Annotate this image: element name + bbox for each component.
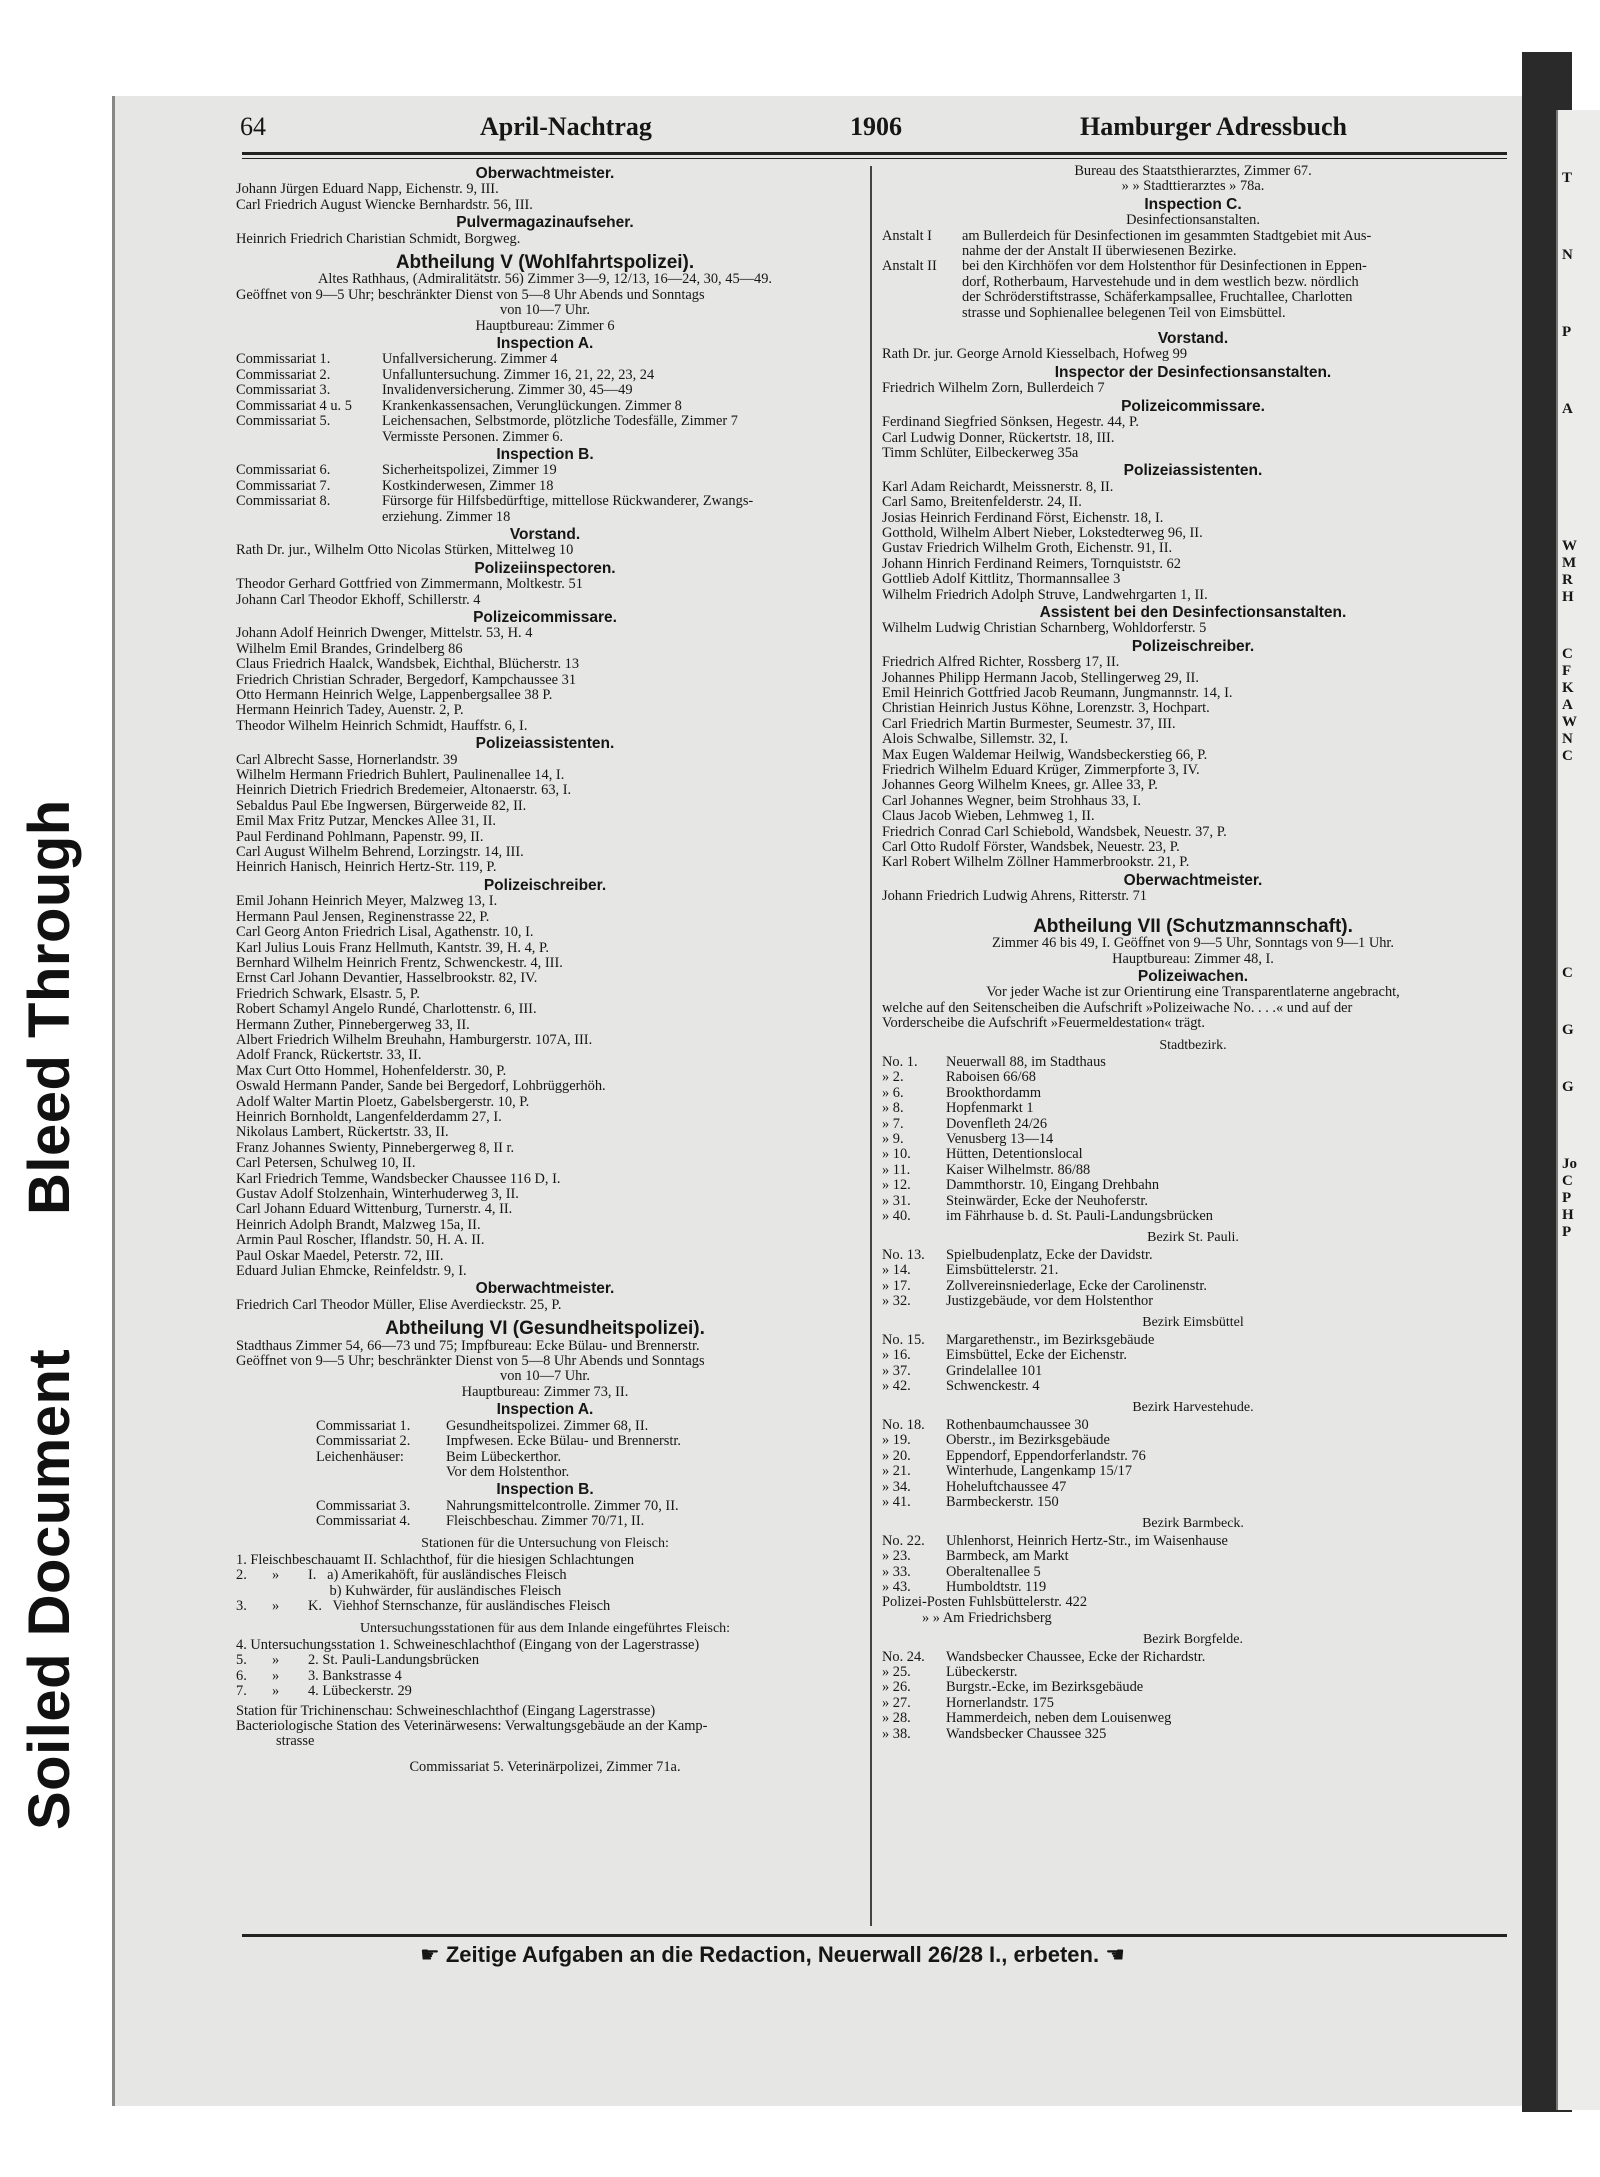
entry: strasse (276, 1734, 315, 1750)
entry: Wilhelm Hermann Friedrich Buhlert, Paulinenallee 14, I. (236, 768, 565, 784)
entry: Sebaldus Paul Ebe Ingwersen, Bürgerweide 82, II. (236, 798, 527, 814)
district-title: Bezirk Barmbeck. (1142, 1516, 1244, 1532)
entry: Johann Carl Theodor Ekhoff, Schillerstr. 4 (236, 592, 481, 608)
page-number: 64 (240, 112, 266, 141)
entry: Bureau des Staatsthierarztes, Zimmer 67. (1074, 164, 1312, 179)
entry: Geöffnet von 9—5 Uhr; beschränkter Dienst von 5—8 Uhr Abends und Sonntags (236, 1354, 705, 1370)
entry: 3. » K. Viehhof Sternschanze, für ausländisches Fleisch (236, 1599, 611, 1615)
list-item: » 20. Eppendorf, Eppendorferlandstr. 76 (882, 1447, 1146, 1464)
list-item: » 40. im Fährhause b. d. St. Pauli-Landungsbrücken (882, 1208, 1213, 1224)
entry: 5. » 2. St. Pauli-Landungsbrücken (236, 1653, 480, 1669)
soiled-document-label: Soiled Document (17, 1348, 82, 1830)
entry: Gustav Friedrich Wilhelm Groth, Eichenstr. 91, II. (882, 541, 1173, 557)
list-item: » 14. Eimsbüttelerstr. 21. (882, 1262, 1059, 1279)
entry: Carl Johannes Wegner, beim Strohhaus 33, I. (882, 793, 1141, 809)
entry: Max Eugen Waldemar Heilwig, Wandsbeckerstieg 66, P. (882, 747, 1208, 763)
entry: Claus Jacob Wieben, Lehmweg 1, II. (882, 809, 1095, 825)
list-item: » 6. Brookthordamm (882, 1084, 1042, 1101)
entry: Paul Ferdinand Pohlmann, Papenstr. 99, II. (236, 829, 484, 845)
entry: 1. Fleischbeschauamt II. Schlachthof, für die hiesigen Schlachtungen (236, 1552, 635, 1568)
section-title: Inspection B. (496, 1481, 594, 1499)
entry: Gottlieb Adolf Kittlitz, Thormannsallee 3 (882, 572, 1121, 588)
entry: Stadthaus Zimmer 54, 66—73 und 75; Impfbureau: Ecke Bülau- und Brennerstr. (236, 1338, 700, 1354)
entry: Emil Heinrich Gottfried Jacob Reumann, Jungmannstr. 14, I. (882, 686, 1233, 701)
entry: Karl Adam Reichardt, Meissnerstr. 8, II. (882, 479, 1114, 495)
left-column (236, 164, 854, 1775)
list-item: » 33. Oberaltenallee 5 (882, 1563, 1041, 1580)
district-title: Bezirk Harvestehude. (1132, 1400, 1254, 1416)
entry: Hauptbureau: Zimmer 6 (475, 318, 615, 334)
entry: Bernhard Wilhelm Heinrich Frentz, Schwenckestr. 4, III. (236, 955, 563, 971)
list-item: » 27. Hornerlandstr. 175 (882, 1694, 1054, 1711)
entry: Adolf Walter Martin Ploetz, Gabelsbergerstr. 10, P. (236, 1094, 530, 1110)
column-divider (870, 166, 872, 1926)
entry: Friedrich Christian Schrader, Bergedorf, Kampchaussee 31 (236, 672, 577, 688)
entry: Karl Robert Wilhelm Zöllner Hammerbrookstr. 21, P. (882, 855, 1190, 871)
entry: Paul Oskar Maedel, Peterstr. 72, III. (236, 1248, 444, 1264)
list-item: » 9. Venusberg 13—14 (882, 1130, 1054, 1147)
entry: Zimmer 46 bis 49, I. Geöffnet von 9—5 Uhr, Sonntags von 9—1 Uhr. (991, 936, 1395, 952)
table-row: erziehung. Zimmer 18 (382, 509, 511, 525)
section-title: Assistent bei den Desinfectionsanstalten. (1039, 603, 1347, 621)
entry: Emil Max Fritz Putzar, Menckes Allee 31, II. (236, 814, 496, 830)
list-item: » 42. Schwenckestr. 4 (882, 1378, 1040, 1395)
entry: Christian Heinrich Justus Köhne, Lorenzstr. 3, Hochpart. (882, 701, 1210, 717)
entry: Karl Julius Louis Franz Hellmuth, Kantstr. 39, H. 4, P. (236, 940, 549, 956)
entry: von 10—7 Uhr. (500, 303, 590, 319)
section-title: Polizeiinspectoren. (474, 559, 616, 577)
section-title: Vorstand. (1157, 330, 1229, 348)
entry: Station für Trichinenschau: Schweineschlachthof (Eingang Lagerstrasse) (236, 1703, 656, 1719)
table-row: Commissariat 1. Unfallversicherung. Zimmer 4 (236, 351, 558, 368)
entry: Theodor Gerhard Gottfried von Zimmermann, Moltkestr. 51 (236, 577, 583, 593)
header-rule-thin (242, 158, 1507, 159)
entry: 6. » 3. Bankstrasse 4 (236, 1668, 402, 1684)
entry: Albert Friedrich Wilhelm Breuhahn, Hamburgerstr. 107A, III. (236, 1032, 593, 1048)
entry: Emil Johann Heinrich Meyer, Malzweg 13, I. (236, 894, 498, 910)
entry: Heinrich Hanisch, Heinrich Hertz-Str. 119, P. (236, 860, 497, 876)
list-item: » 21. Winterhude, Langenkamp 15/17 (882, 1463, 1133, 1480)
entry: Rath Dr. jur. George Arnold Kiesselbach, Hofweg 99 (882, 347, 1188, 363)
entry: Friedrich Wilhelm Zorn, Bullerdeich 7 (882, 381, 1105, 397)
entry: Johannes Georg Wilhelm Knees, gr. Allee 33, P. (882, 778, 1158, 794)
section-title: Inspector der Desinfectionsanstalten. (1054, 363, 1332, 381)
entry: Hermann Paul Jensen, Reginenstrasse 22, P. (236, 909, 490, 925)
section-title: Polizeiassistenten. (1123, 462, 1263, 480)
section-title: Polizeischreiber. (1131, 637, 1255, 655)
subsection-title: Stationen für die Untersuchung von Fleisch: (421, 1535, 669, 1551)
section-title: Vorstand. (509, 525, 581, 543)
list-item: » 41. Barmbeckerstr. 150 (882, 1493, 1059, 1510)
entry: Friedrich Carl Theodor Müller, Elise Averdieckstr. 25, P. (236, 1297, 562, 1313)
table-row: Leichenhäuser: Beim Lübeckerthor. (316, 1448, 562, 1465)
list-item: » 2. Raboisen 66/68 (882, 1069, 1036, 1086)
entry: Hauptbureau: Zimmer 48, I. (1112, 951, 1274, 967)
list-item: » 32. Justizgebäude, vor dem Holstenthor (882, 1293, 1154, 1310)
section-title: Oberwachtmeister. (475, 1280, 615, 1298)
table-row: Commissariat 2. Unfalluntersuchung. Zimmer 16, 21, 22, 23, 24 (236, 366, 655, 383)
list-item: No. 18. Rothenbaumchaussee 30 (882, 1416, 1089, 1433)
entry: Robert Schamyl Angelo Rundé, Charlottenstr. 6, III. (236, 1002, 537, 1018)
section-title: Inspection A. (496, 335, 594, 353)
list-item: » 37. Grindelallee 101 (882, 1362, 1043, 1379)
entry: Carl Petersen, Schulweg 10, II. (236, 1156, 416, 1172)
department-title: Abtheilung VI (Gesundheitspolizei). (385, 1318, 705, 1340)
list-item: No. 1. Neuerwall 88, im Stadthaus (882, 1053, 1106, 1070)
entry: Adolf Franck, Rückertstr. 33, II. (236, 1048, 422, 1064)
entry: Johann Jürgen Eduard Napp, Eichenstr. 9, III. (236, 182, 499, 198)
footer-notice: ☛ Zeitige Aufgaben an die Redaction, Neuerwall 26/28 I., erbeten. ☚ (420, 1942, 1125, 1967)
table-row: Commissariat 3. Invalidenversicherung. Zimmer 30, 45—49 (236, 382, 633, 399)
entry: Hermann Heinrich Tadey, Auenstr. 2, P. (236, 703, 464, 719)
table-row: dorf, Rotherbaum, Harvestehude und in dem westlich bezw. nördlich (962, 274, 1359, 290)
entry: Johannes Philipp Hermann Jacob, Stellingerweg 29, II. (882, 670, 1199, 686)
section-title: Polizeicommissare. (1121, 397, 1265, 415)
section-title: Polizeicommissare. (473, 608, 617, 626)
list-item: » 31. Steinwärder, Ecke der Neuhoferstr. (882, 1192, 1149, 1209)
entry: Carl Ludwig Donner, Rückertstr. 18, III. (882, 430, 1115, 446)
entry: Eduard Julian Ehmcke, Reinfeldstr. 9, I. (236, 1264, 467, 1280)
entry: Carl Albrecht Sasse, Hornerlandstr. 39 (236, 752, 458, 768)
section-title: Inspection B. (496, 445, 594, 463)
entry: Otto Hermann Heinrich Welge, Lappenbergsallee 38 P. (236, 688, 553, 703)
entry: Friedrich Schwark, Elsastr. 5, P. (236, 986, 420, 1002)
list-item: No. 15. Margarethenstr., im Bezirksgebäude (882, 1331, 1155, 1348)
section-title: Polizeiwachen. (1137, 967, 1249, 985)
district-title: Bezirk Borgfelde. (1142, 1632, 1244, 1648)
entry: Heinrich Bornholdt, Langenfelderdamm 27, I. (236, 1109, 502, 1125)
section-title: Polizeiassistenten. (475, 735, 615, 753)
entry: Johann Hinrich Ferdinand Reimers, Tornquiststr. 62 (882, 556, 1181, 572)
list-item: » 28. Hammerdeich, neben dem Louisenweg (882, 1710, 1172, 1727)
entry: Hermann Zuther, Pinnebergerweg 33, II. (236, 1017, 470, 1033)
entry: Nikolaus Lambert, Rückertstr. 33, II. (236, 1125, 449, 1141)
entry: Heinrich Friedrich Charistian Schmidt, Borgweg. (236, 231, 521, 247)
entry: Polizei-Posten Fuhlsbüttelerstr. 422 (882, 1595, 1088, 1611)
adjacent-page-edge: T N P A W M R H C F K A W N C C G G Jo C P H P (1556, 110, 1600, 2110)
entry: Armin Paul Roscher, Iflandstr. 50, H. A. II. (236, 1233, 485, 1249)
list-item: No. 22. Uhlenhorst, Heinrich Hertz-Str., im Waisenhause (882, 1532, 1228, 1549)
entry: Karl Friedrich Temme, Wandsbecker Chaussee 116 D, I. (236, 1171, 561, 1187)
entry: Altes Rathhaus, (Admiralitätstr. 56) Zimmer 3—9, 12/13, 16—24, 30, 45—49. (317, 272, 773, 288)
table-row: Commissariat 7. Kostkinderwesen, Zimmer 18 (236, 477, 554, 494)
department-title: Abtheilung VII (Schutzmannschaft). (1033, 915, 1353, 937)
list-item: » 38. Wandsbecker Chaussee 325 (882, 1725, 1107, 1742)
entry: Carl Friedrich Martin Burmester, Seumestr. 37, III. (882, 716, 1176, 732)
entry: Alois Schwalbe, Sillemstr. 32, I. (882, 732, 1069, 748)
entry: Wilhelm Friedrich Adolph Struve, Landwehrgarten 1, II. (882, 587, 1208, 603)
section-title: Pulvermagazinaufseher. (456, 214, 634, 232)
year: 1906 (850, 112, 902, 141)
table-row: Commissariat 3. Nahrungsmittelcontrolle. Zimmer 70, II. (316, 1497, 679, 1514)
table-row: Commissariat 1. Gesundheitspolizei. Zimmer 68, II. (316, 1417, 649, 1434)
entry: Carl Otto Rudolf Förster, Wandsbek, Neuestr. 23, P. (882, 840, 1180, 856)
entry: 4. Untersuchungsstation 1. Schweineschlachthof (Eingang von der Lagerstrasse) (236, 1637, 700, 1653)
entry: Carl Johann Eduard Wittenburg, Turnerstr. 4, II. (236, 1202, 513, 1218)
entry: von 10—7 Uhr. (500, 1369, 590, 1385)
entry: b) Kuhwärder, für ausländisches Fleisch (236, 1583, 562, 1599)
right-column (882, 164, 1504, 1742)
entry: 7. » 4. Lübeckerstr. 29 (236, 1684, 412, 1700)
entry: Carl Samo, Breitenfelderstr. 24, II. (882, 495, 1082, 511)
section-title: Oberwachtmeister. (475, 165, 615, 182)
entry: Bacteriologische Station des Veterinärwesens: Verwaltungsgebäude an der Kamp- (236, 1719, 708, 1734)
bleed-through-label: Bleed Through (17, 799, 82, 1215)
entry: Johann Friedrich Ludwig Ahrens, Ritterstr. 71 (882, 889, 1147, 905)
list-item: » 43. Humboldtstr. 119 (882, 1578, 1047, 1595)
section-title: Polizeischreiber. (483, 876, 607, 894)
department-title: Abtheilung V (Wohlfahrtspolizei). (395, 252, 695, 274)
entry: Friedrich Wilhelm Eduard Krüger, Zimmerpforte 3, IV. (882, 763, 1200, 779)
table-row: Commissariat 5. Leichensachen, Selbstmorde, plötzliche Todesfälle, Zimmer 7 (236, 413, 738, 430)
entry: Franz Johannes Swienty, Pinnebergerweg 8, II r. (236, 1140, 515, 1156)
list-item: » 26. Burgstr.-Ecke, im Bezirksgebäude (882, 1679, 1144, 1696)
table-row: Vermisste Personen. Zimmer 6. (382, 429, 564, 445)
district-title: Stadtbezirk. (1159, 1037, 1227, 1053)
entry: Geöffnet von 9—5 Uhr; beschränkter Dienst von 5—8 Uhr Abends und Sonntags (236, 287, 705, 303)
entry: Ferdinand Siegfried Sönksen, Hegestr. 44, P. (882, 415, 1140, 431)
entry: Vor jeder Wache ist zur Orientirung eine Transparentlaterne angebracht, (986, 985, 1400, 1001)
subsection-title: Desinfectionsanstalten. (1126, 213, 1260, 229)
entry: Heinrich Adolph Brandt, Malzweg 15a, II. (236, 1217, 481, 1233)
entry: » » Stadttierarztes » 78a. (1121, 179, 1265, 195)
entry: Rath Dr. jur., Wilhelm Otto Nicolas Stürken, Mittelweg 10 (236, 543, 574, 559)
publication-title: Hamburger Adressbuch (1080, 112, 1348, 141)
table-row: Commissariat 2. Impfwesen. Ecke Bülau- und Brennerstr. (316, 1433, 681, 1450)
table-row: Vor dem Holstenthor. (446, 1464, 570, 1480)
table-row: Commissariat 4. Fleischbeschau. Zimmer 70/71, II. (316, 1513, 645, 1530)
entry: Commissariat 5. Veterinärpolizei, Zimmer 71a. (409, 1759, 681, 1775)
entry: Theodor Wilhelm Heinrich Schmidt, Hauffstr. 6, I. (236, 718, 528, 734)
section-title: Inspection A. (496, 1401, 594, 1419)
issue-title: April-Nachtrag (480, 112, 652, 141)
entry: Heinrich Dietrich Friedrich Bredemeier, Altonaerstr. 63, I. (236, 783, 572, 799)
header-rule (242, 152, 1507, 155)
list-item: » 8. Hopfenmarkt 1 (882, 1100, 1034, 1117)
list-item: No. 24. Wandsbecker Chaussee, Ecke der Richardstr. (882, 1648, 1206, 1665)
entry: Wilhelm Ludwig Christian Scharnberg, Wohldorferstr. 5 (882, 621, 1207, 637)
entry: Oswald Hermann Pander, Sande bei Bergedorf, Lohbrüggerhöh. (236, 1079, 606, 1095)
entry: Carl Georg Anton Friedrich Lisal, Agathenstr. 10, I. (236, 925, 534, 941)
table-row: Commissariat 4 u. 5 Krankenkassensachen, Verunglückungen. Zimmer 8 (236, 397, 682, 414)
entry: Ernst Carl Johann Devantier, Hasselbrookstr. 82, IV. (236, 971, 538, 987)
entry: Vorderscheibe die Aufschrift »Feuermeldestation« trägt. (882, 1016, 1206, 1032)
entry: Timm Schlüter, Eilbeckerweg 35a (882, 445, 1079, 461)
section-title: Inspection C. (1144, 195, 1242, 213)
table-row: Commissariat 8. Fürsorge für Hilfsbedürftige, mittellose Rückwanderer, Zwangs- (236, 493, 754, 510)
district-title: Bezirk St. Pauli. (1147, 1230, 1239, 1246)
entry: 2. » I. a) Amerikahöft, für ausländisches Fleisch (236, 1568, 567, 1584)
list-item: » 34. Hoheluftchaussee 47 (882, 1478, 1067, 1495)
table-row: nahme der der Anstalt II überwiesenen Bezirke. (962, 244, 1237, 260)
entry: Max Curt Otto Hommel, Hohenfelderstr. 30, P. (236, 1063, 507, 1079)
entry: » » Am Friedrichsberg (922, 1610, 1052, 1626)
entry: Carl Friedrich August Wiencke Bernhardstr. 56, III. (236, 197, 533, 213)
entry: Gustav Adolf Stolzenhain, Winterhuderweg 3, II. (236, 1187, 519, 1202)
entry: Josias Heinrich Ferdinand Först, Eichenstr. 18, I. (882, 510, 1164, 526)
list-item: No. 13. Spielbudenplatz, Ecke der Davidstr. (882, 1246, 1153, 1263)
list-item: » 19. Oberstr., im Bezirksgebäude (882, 1432, 1110, 1449)
entry: Friedrich Conrad Carl Schiebold, Wandsbek, Neuestr. 37, P. (882, 824, 1227, 840)
table-row: Anstalt II bei den Kirchhöfen vor dem Holstenthor für Desinfectionen in Eppen- (882, 258, 1367, 275)
entry: Carl August Wilhelm Behrend, Lorzingstr. 14, III. (236, 845, 524, 861)
table-row: Commissariat 6. Sicherheitspolizei, Zimmer 19 (236, 462, 557, 479)
list-item: » 10. Hütten, Detentionslocal (882, 1146, 1083, 1163)
footer-rule (242, 1934, 1507, 1937)
list-item: » 23. Barmbeck, am Markt (882, 1548, 1069, 1565)
table-row: der Schröderstiftstrasse, Schäferkampsallee, Fruchtallee, Charlotten (962, 290, 1353, 306)
entry: Friedrich Alfred Richter, Rossberg 17, II. (882, 655, 1120, 671)
list-item: » 11. Kaiser Wilhelmstr. 86/88 (882, 1161, 1091, 1178)
table-row: Anstalt I am Bullerdeich für Desinfectionen im gesammten Stadtgebiet mit Aus- (882, 227, 1372, 244)
table-row: strasse und Sophienallee belegenen Teil von Eimsbüttel. (962, 305, 1286, 321)
list-item: » 16. Eimsbüttel, Ecke der Eichenstr. (882, 1347, 1128, 1364)
district-title: Bezirk Eimsbüttel (1142, 1315, 1244, 1331)
entry: welche auf den Seitenscheiben die Aufschrift »Polizeiwache No. . . .« und auf der (882, 1000, 1353, 1016)
entry: Hauptbureau: Zimmer 73, II. (461, 1384, 629, 1400)
list-item: » 7. Dovenfleth 24/26 (882, 1115, 1048, 1132)
list-item: » 17. Zollvereinsniederlage, Ecke der Carolinenstr. (882, 1277, 1207, 1294)
subsection-title: Untersuchungsstationen für aus dem Inlande eingeführtes Fleisch: (359, 1620, 731, 1636)
section-title: Oberwachtmeister. (1123, 871, 1263, 889)
entry: Johann Adolf Heinrich Dwenger, Mittelstr. 53, H. 4 (236, 626, 533, 642)
list-item: » 12. Dammthorstr. 10, Eingang Drehbahn (882, 1177, 1160, 1194)
entry: Gotthold, Wilhelm Albert Nieber, Lokstedterweg 96, II. (882, 525, 1203, 541)
list-item: » 25. Lübeckerstr. (882, 1663, 1018, 1680)
entry: Claus Friedrich Haalck, Wandsbek, Eichthal, Blücherstr. 13 (236, 657, 580, 673)
entry: Wilhelm Emil Brandes, Grindelberg 86 (236, 641, 463, 657)
